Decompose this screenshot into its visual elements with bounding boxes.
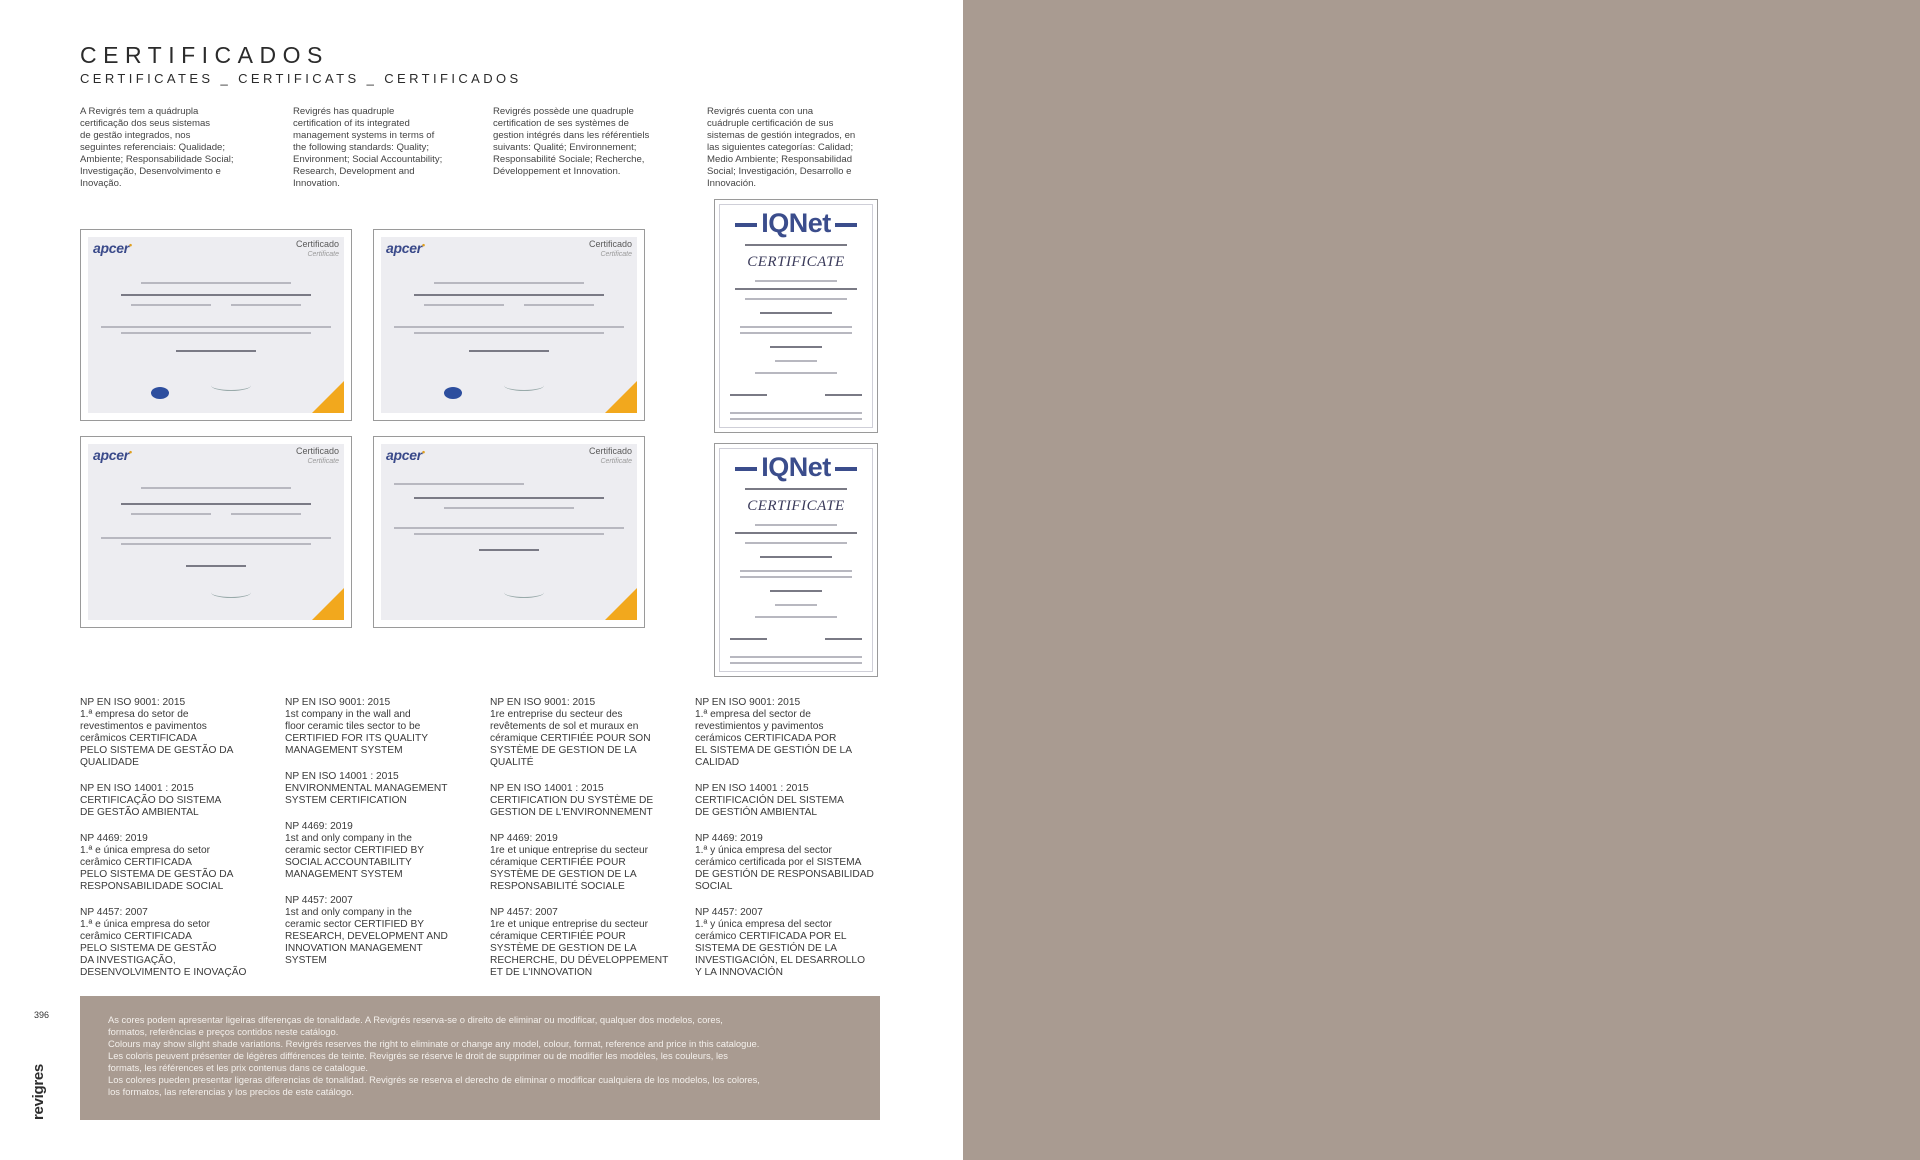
apcer-certificate-np4469: [80, 436, 352, 628]
disclaimer-pt: As cores podem apresentar ligeiras diferenças de tonalidade. A Revigrés reserva-se o direito de eliminar ou modificar, qualquer dos modelos, cores, formatos, referências e preços contidos neste catálogo.: [108, 1014, 723, 1037]
certificate-heading: CERTIFICATE: [747, 254, 845, 270]
certificate-heading: Certificado Certificate: [295, 239, 339, 258]
intro-es: Revigrés cuenta con una cuádruple certificación de sus sistemas de gestión integrados, en las siguientes categorías: Calidad; Medio Ambiente; Responsabilidad Social; Investigación, Desarrollo e Innovación.: [707, 106, 856, 189]
intro-pt: A Revigrés tem a quádrupla certificação dos seus sistemas de gestão integrados, nos seguintes referenciais: Qualidade; Ambiente; Responsabilidade Social; Investigação, Desenvolvimento e Inovação.: [80, 106, 234, 189]
standard-block-np4457: NP 4457: 2007 1.ª y única empresa del sector cerámico CERTIFICADA POR EL SISTEMA DE GESTIÓN DE LA INVESTIGACIÓN, EL DESARROLLO Y LA INNOVACIÓN: [695, 907, 866, 978]
page-subtitle: CERTIFICATES _ CERTIFICATS _ CERTIFICADOS: [80, 71, 522, 86]
corner-accent: [605, 381, 637, 413]
intro-en: Revigrés has quadruple certification of its integrated management systems in terms of the following standards: Quality; Environment; Social Accountability; Research, Development and Innovation.: [293, 106, 443, 189]
corner-accent: [312, 381, 344, 413]
certificate-heading: Certificado Certificate: [588, 239, 632, 258]
iqnet-logo: IQNet: [715, 208, 877, 239]
standard-block-iso9001: NP EN ISO 9001: 2015 1.ª empresa del sector de revestimientos y pavimentos cerámicos CERTIFICADA POR EL SISTEMA DE GESTIÓN DE LA CALIDAD: [695, 697, 853, 768]
page-title: CERTIFICADOS: [80, 42, 329, 68]
standard-block-np4457: NP 4457: 2007 1st and only company in the ceramic sector CERTIFIED BY RESEARCH, DEVELOPMENT AND INNOVATION MANAGEMENT SYSTEM: [285, 895, 448, 966]
iqnet-certificate-environment: [714, 199, 878, 433]
standard-block-iso14001: NP EN ISO 14001 : 2015 CERTIFICACIÓN DEL SISTEMA DE GESTIÓN AMBIENTAL: [695, 783, 844, 818]
certificate-heading: CERTIFICATE: [747, 498, 845, 514]
apcer-logo: apcer•: [93, 447, 132, 463]
brand-logo: revigres: [30, 1064, 47, 1120]
standards-column-fr: [490, 697, 690, 993]
standard-block-iso14001: NP EN ISO 14001 : 2015 CERTIFICATION DU SYSTÈME DE GESTION DE L'ENVIRONNEMENT: [490, 783, 654, 818]
right-color-panel: [963, 0, 1920, 1160]
disclaimer-en: Colours may show slight shade variations. Revigrés reserves the right to eliminate or change any model, colour, format, reference and price in this catalogue.: [108, 1038, 760, 1049]
disclaimer-es: Los colores pueden presentar ligeras diferencias de tonalidad. Revigrés se reserva el derecho de eliminar o modificar cualquiera de los modelos, los colores, los formatos, las referencias y los precios de este catálogo.: [108, 1074, 760, 1097]
standard-block-np4469: NP 4469: 2019 1st and only company in the ceramic sector CERTIFIED BY SOCIAL ACCOUNTABILITY MANAGEMENT SYSTEM: [285, 821, 425, 880]
certificate-heading: Certificado Certificate: [588, 446, 632, 465]
apcer-certificate-np4457: [373, 436, 645, 628]
iaf-seal-icon: [444, 387, 462, 399]
standard-block-np4457: NP 4457: 2007 1re et unique entreprise du secteur céramique CERTIFIÉE POUR SYSTÈME DE GESTION DE LA RECHERCHE, DU DÉVELOPPEMENT ET DE L'INNOVATION: [490, 907, 669, 978]
corner-accent: [312, 588, 344, 620]
iaf-seal-icon: [151, 387, 169, 399]
apcer-certificate-iso9001: [80, 229, 352, 421]
iqnet-certificate-quality: [714, 443, 878, 677]
standard-block-np4469: NP 4469: 2019 1.ª e única empresa do setor cerâmico CERTIFICADA PELO SISTEMA DE GESTÃO DA RESPONSABILIDADE SOCIAL: [80, 833, 234, 892]
apcer-logo: apcer•: [386, 240, 425, 256]
standard-block-np4457: NP 4457: 2007 1.ª e única empresa do setor cerâmico CERTIFICADA PELO SISTEMA DE GESTÃO DA INVESTIGAÇÃO, DESENVOLVIMENTO E INOVAÇÃO: [80, 907, 247, 978]
disclaimer-box: [80, 996, 880, 1120]
apcer-logo: apcer•: [93, 240, 132, 256]
page-number: 396: [34, 1010, 50, 1020]
standards-column-pt: [80, 697, 280, 993]
certificate-heading: Certificado Certificate: [295, 446, 339, 465]
intro-fr: Revigrés possède une quadruple certification de ses systèmes de gestion intégrés dans les référentiels suivants: Qualité; Environnement; Responsabilité Sociale; Recherche, Développement et Innovation.: [493, 106, 650, 177]
standard-block-iso9001: NP EN ISO 9001: 2015 1.ª empresa do setor de revestimentos e pavimentos cerâmicos CERTIFICADA PELO SISTEMA DE GESTÃO DA QUALIDADE: [80, 697, 234, 768]
standard-block-iso9001: NP EN ISO 9001: 2015 1st company in the wall and floor ceramic tiles sector to be CERTIFIED FOR ITS QUALITY MANAGEMENT SYSTEM: [285, 697, 429, 756]
standard-block-np4469: NP 4469: 2019 1re et unique entreprise du secteur céramique CERTIFIÉE POUR SYSTÈME DE GESTION DE LA RESPONSABILITÉ SOCIALE: [490, 833, 649, 892]
apcer-logo: apcer•: [386, 447, 425, 463]
standard-block-iso9001: NP EN ISO 9001: 2015 1re entreprise du secteur des revêtements de sol et muraux en céramique CERTIFIÉE POUR SON SYSTÈME DE GESTION DE LA QUALITÉ: [490, 697, 651, 768]
standards-column-es: [695, 697, 895, 993]
disclaimer-fr: Les coloris peuvent présenter de légères différences de teinte. Revigrés se réserve le droit de supprimer ou de modifier les modèles, les couleurs, les formats, les références et les prix contenus dans ce catalogue.: [108, 1050, 728, 1073]
corner-accent: [605, 588, 637, 620]
standard-block-np4469: NP 4469: 2019 1.ª y única empresa del sector cerámico certificada por el SISTEMA DE GESTIÓN DE RESPONSABILIDAD SOCIAL: [695, 833, 874, 892]
standard-block-iso14001: NP EN ISO 14001 : 2015 ENVIRONMENTAL MANAGEMENT SYSTEM CERTIFICATION: [285, 771, 448, 806]
apcer-certificate-iso14001: [373, 229, 645, 421]
standard-block-iso14001: NP EN ISO 14001 : 2015 CERTIFICAÇÃO DO SISTEMA DE GESTÃO AMBIENTAL: [80, 783, 222, 818]
iqnet-logo: IQNet: [715, 452, 877, 483]
standards-column-en: [285, 697, 485, 981]
